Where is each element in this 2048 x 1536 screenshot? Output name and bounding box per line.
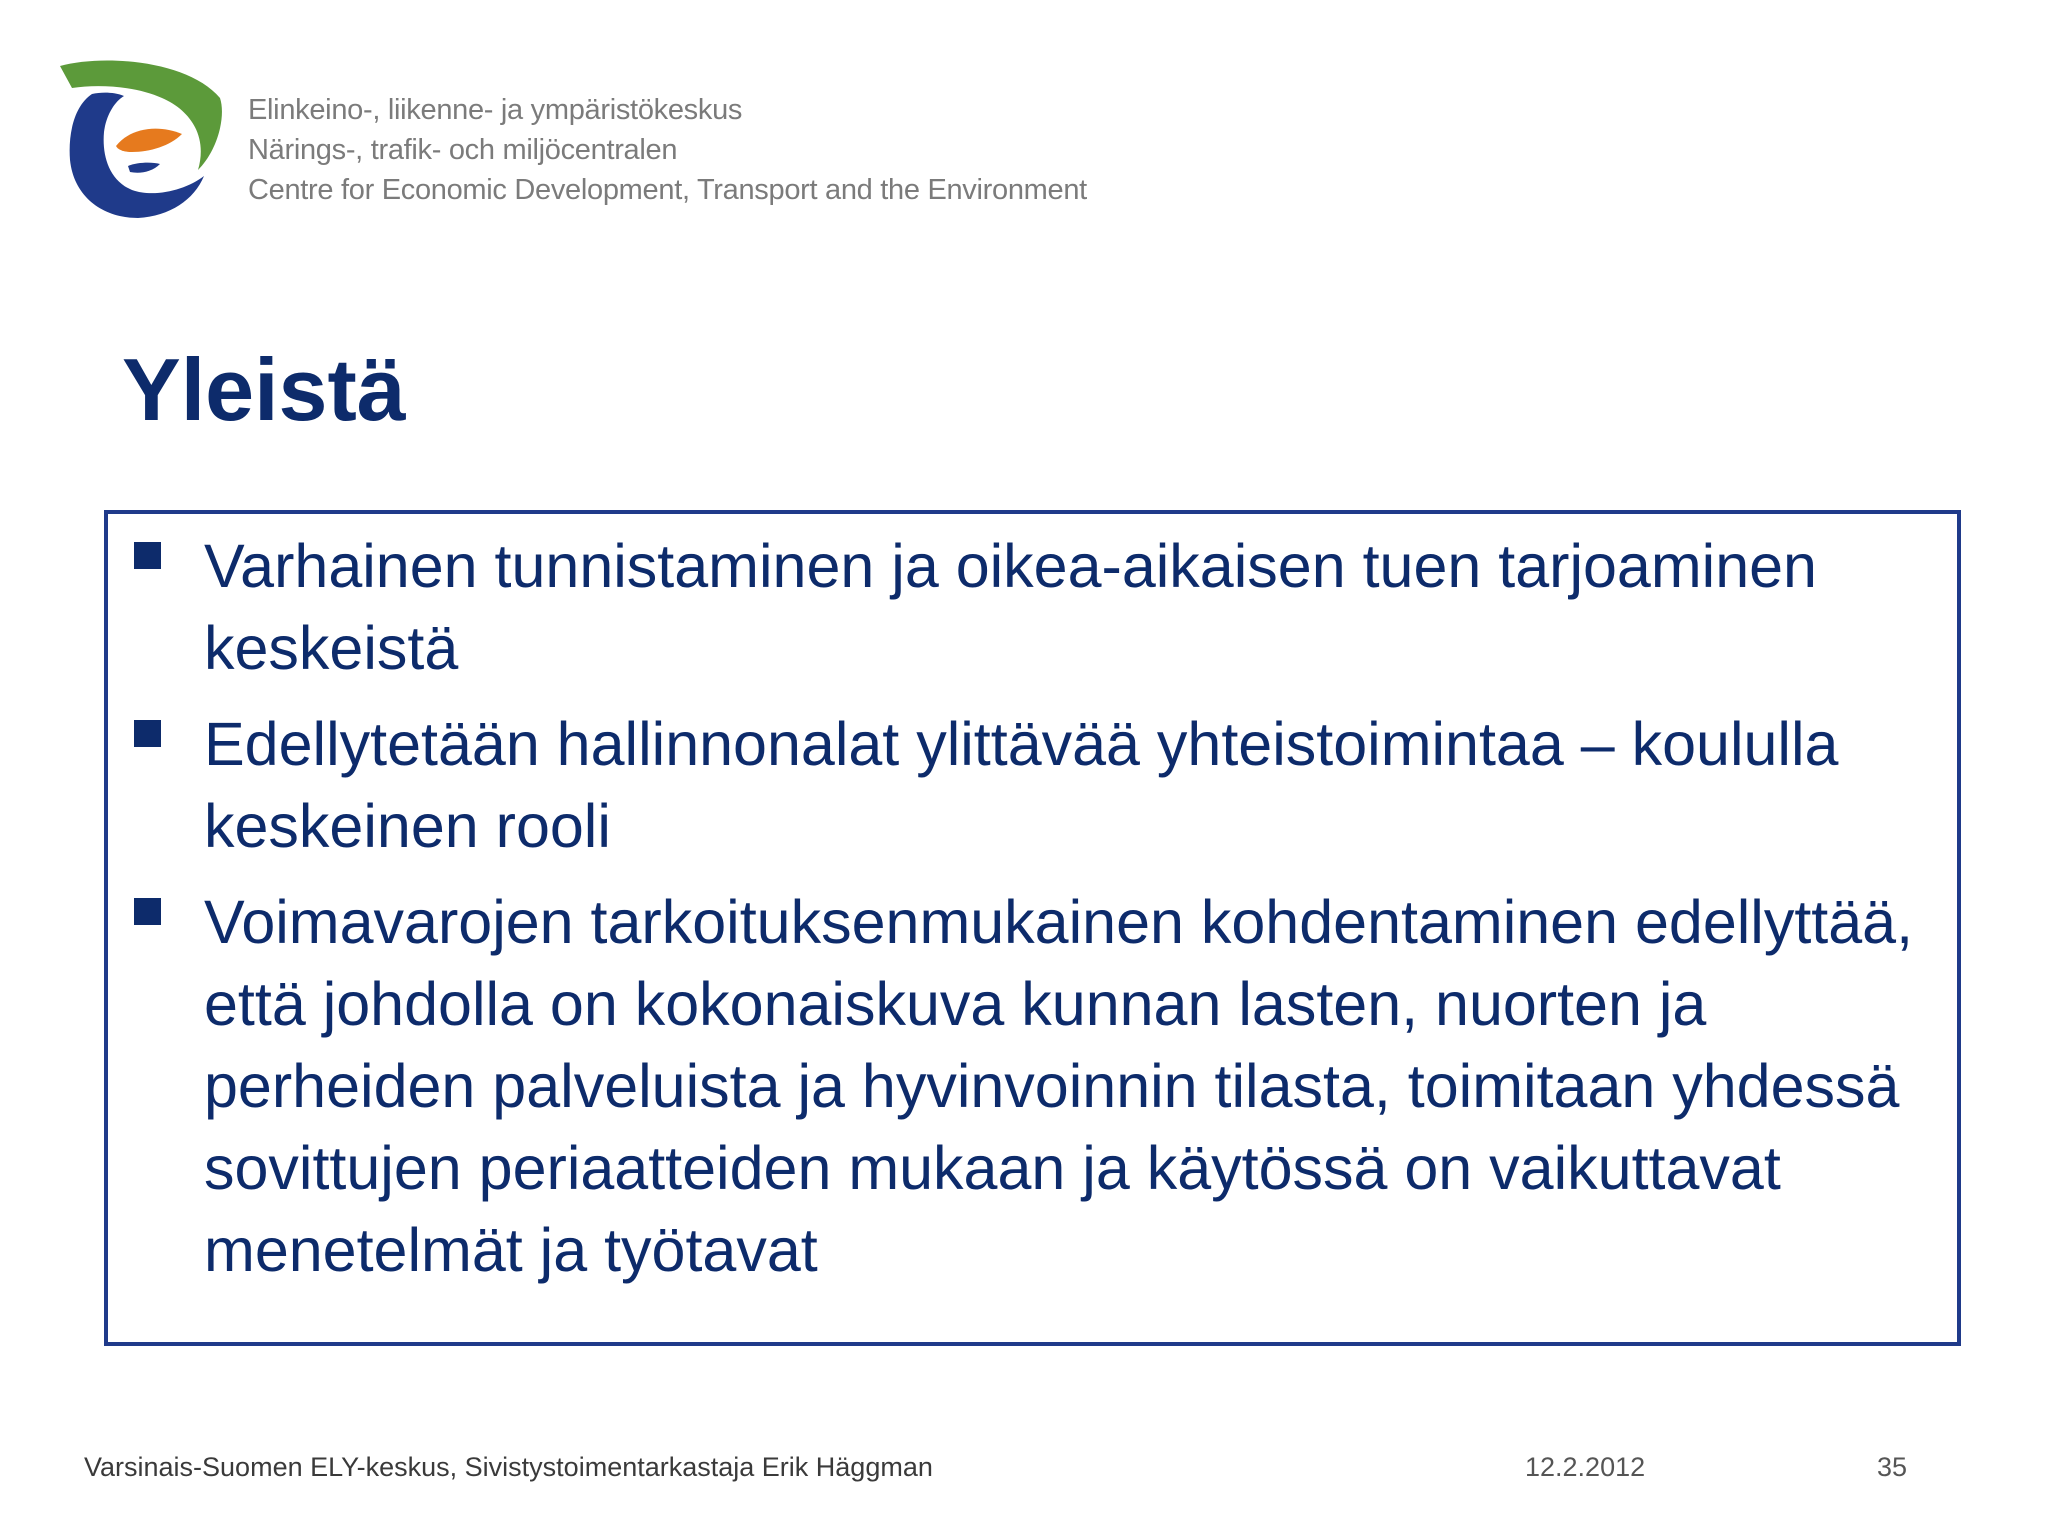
org-name-swedish: Närings-, trafik- och miljöcentralen: [248, 134, 678, 166]
bullet-text: Edellytetään hallinnonalat ylittävää yhteistoimintaa – koululla keskeinen rooli: [204, 710, 1839, 860]
bullet-item: [130, 703, 1960, 867]
page-number: 35: [1877, 1452, 1908, 1482]
ely-logo-icon: [58, 58, 228, 228]
bullet-list: [130, 525, 1960, 1305]
footer-author: Varsinais-Suomen ELY-keskus, Sivistystoimentarkastaja Erik Häggman: [84, 1452, 933, 1482]
org-name-finnish: Elinkeino-, liikenne- ja ympäristökeskus: [248, 94, 743, 126]
org-name-english: Centre for Economic Development, Transport and the Environment: [248, 174, 1087, 206]
bullet-item: [130, 525, 1960, 689]
bullet-text: Varhainen tunnistaminen ja oikea-aikaisen tuen tarjoaminen keskeistä: [204, 532, 1817, 682]
bullet-item: [130, 881, 1960, 1291]
square-bullet-icon: [134, 720, 161, 747]
footer-date: 12.2.2012: [1525, 1452, 1646, 1482]
bullet-text: Voimavarojen tarkoituksenmukainen kohdentaminen edellyttää, että johdolla on kokonaiskuva kunnan lasten, nuorten ja perheiden palveluista ja hyvinvoinnin tilasta, toimitaan yhdessä sovittujen periaatteiden mukaan ja käytössä on vaikuttavat menetelmät ja työtavat: [204, 888, 1914, 1284]
organization-name: [248, 90, 1087, 210]
slide-title: Yleistä: [122, 340, 406, 439]
square-bullet-icon: [134, 542, 161, 569]
square-bullet-icon: [134, 898, 161, 925]
